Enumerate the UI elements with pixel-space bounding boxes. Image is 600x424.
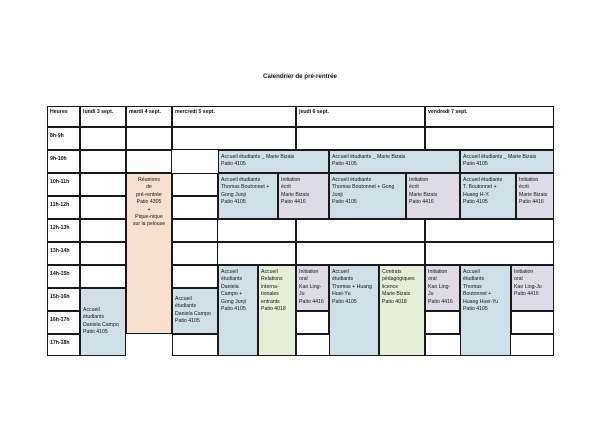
empty-slot xyxy=(172,127,296,150)
event-block-thu-oral-14[interactable] xyxy=(425,265,460,311)
event-block-fri-accueil-14[interactable] xyxy=(460,265,511,356)
event-text: Réunions de pré-rentrée Patio 4305 + Pique-nique sur la pelouse xyxy=(132,177,166,228)
time-slot-label: 14h-15h xyxy=(47,265,80,288)
event-text: Accueil Relations interna- tionales entrants Patio 4018 xyxy=(261,269,286,313)
event-block-wed-oral-14[interactable] xyxy=(296,265,329,311)
event-block-fri-initiation-10[interactable] xyxy=(516,173,554,219)
empty-slot xyxy=(80,265,126,288)
header-day: jeudi 6 sept. xyxy=(296,106,425,127)
event-text: Accueil étudiants Thomas Boutonnet + Gong Junji Patio 4105 xyxy=(332,177,395,206)
empty-slot xyxy=(172,173,218,196)
event-block-thu-accueil-9[interactable] xyxy=(329,150,460,173)
empty-slot xyxy=(296,219,425,242)
event-block-thu-accueil-14[interactable] xyxy=(329,265,379,356)
header-day: lundi 3 sept. xyxy=(80,106,126,127)
event-block-fri-accueil-10[interactable] xyxy=(460,173,516,219)
empty-slot xyxy=(425,311,460,334)
event-text: Contrats pédagogiques licence Marie Bizais Patio 4018 xyxy=(382,269,415,305)
event-text: Accueil étudiants T. Boutonnet + Huang H-Y. Patio 4105 xyxy=(463,177,503,206)
event-text: Initiation écrit Marie Bizais Patio 4416 xyxy=(519,177,548,206)
event-text: Accueil étudiants Thomas + Huang Huei-Yu Patio 4105 xyxy=(332,269,372,305)
empty-slot xyxy=(80,242,126,265)
header-day: vendredi 7 sept. xyxy=(425,106,554,127)
empty-slot xyxy=(172,242,218,265)
empty-slot xyxy=(80,173,126,196)
event-text: Accueil étudiants Daniela Campo Patio 4105 xyxy=(83,306,119,335)
event-block-wed-accueil-10[interactable] xyxy=(218,173,278,219)
event-block-fri-oral-14[interactable] xyxy=(511,265,554,311)
event-block-tue-accueil-15[interactable] xyxy=(172,288,218,334)
time-slot-label: 9h-10h xyxy=(47,150,80,173)
time-slot-label: 16h-17h xyxy=(47,311,80,334)
time-slot-label: 8h-9h xyxy=(47,127,80,150)
empty-slot xyxy=(172,334,218,356)
event-text: Accueil étudiants Daniela Campo Patio 4105 xyxy=(175,295,211,324)
event-text: Initiation oral Kao Ling- Ju Patio 4416 xyxy=(428,269,453,305)
empty-slot xyxy=(296,242,425,265)
event-block-mon-accueil-15[interactable] xyxy=(80,288,126,356)
event-block-tue-reunions[interactable] xyxy=(126,173,172,334)
header-day: mardi 4 sept. xyxy=(126,106,172,127)
time-slot-label: 13h-14h xyxy=(47,242,80,265)
empty-slot xyxy=(172,196,218,219)
event-block-wed-accueil-14[interactable] xyxy=(218,265,258,356)
empty-slot xyxy=(511,311,554,334)
event-text: Accueil étudiants Thomas Boutonnet + Gong Junji Patio 4105 xyxy=(221,177,270,206)
event-text: Initiation oral Kao Ling- Ju Patio 4416 xyxy=(299,269,324,305)
event-text: Initiation écrit Marie Bizais Patio 4416 xyxy=(409,177,438,206)
event-block-wed-accueil-9[interactable] xyxy=(218,150,329,173)
time-slot-label: 11h-12h xyxy=(47,196,80,219)
header-heures: Heures xyxy=(47,106,80,127)
event-block-thu-contrats-14[interactable] xyxy=(379,265,425,356)
empty-slot xyxy=(80,219,126,242)
empty-slot xyxy=(425,242,554,265)
time-slot-label: 17h-18h xyxy=(47,334,80,356)
event-text: Accueil étudiants _ Marie Bizais Patio 4105 xyxy=(221,154,295,168)
event-block-thu-accueil-10[interactable] xyxy=(329,173,406,219)
calendar-title: Calendrier de pré-rentrée xyxy=(263,73,337,80)
empty-slot xyxy=(126,150,172,173)
empty-slot xyxy=(425,127,554,150)
event-text: Accueil étudiants _ Marie Bizais Patio 4105 xyxy=(463,154,537,168)
event-block-thu-initiation-10[interactable] xyxy=(406,173,460,219)
empty-slot xyxy=(296,127,425,150)
event-text: Accueil étudiants _ Marie Bizais Patio 4105 xyxy=(332,154,406,168)
empty-slot xyxy=(296,311,329,334)
event-block-wed-relations-14[interactable] xyxy=(258,265,296,356)
event-text: Initiation oral Kao Ling-Ju Patio 4416 xyxy=(514,269,542,298)
empty-slot xyxy=(172,219,218,242)
event-text: Initiation écrit Marie Bizais Patio 4416 xyxy=(281,177,310,206)
event-text: Accueil étudiants Daniela Campo + Gong Junji Patio 4105 xyxy=(221,269,246,313)
empty-slot xyxy=(80,127,126,150)
time-slot-label: 12h-13h xyxy=(47,219,80,242)
event-block-wed-initiation-10[interactable] xyxy=(278,173,329,219)
event-block-fri-accueil-9[interactable] xyxy=(460,150,554,173)
time-slot-label: 15h-16h xyxy=(47,288,80,311)
event-text: Accueil étudiants Thomas Boutonnet + Huang Huei-Yu Patio 4105 xyxy=(463,269,499,313)
empty-slot xyxy=(126,127,172,150)
time-slot-label: 10h-11h xyxy=(47,173,80,196)
header-day: mercredi 5 sept. xyxy=(172,106,296,127)
empty-slot xyxy=(80,150,126,173)
empty-slot xyxy=(80,196,126,219)
empty-slot xyxy=(172,265,218,288)
empty-slot xyxy=(425,219,554,242)
